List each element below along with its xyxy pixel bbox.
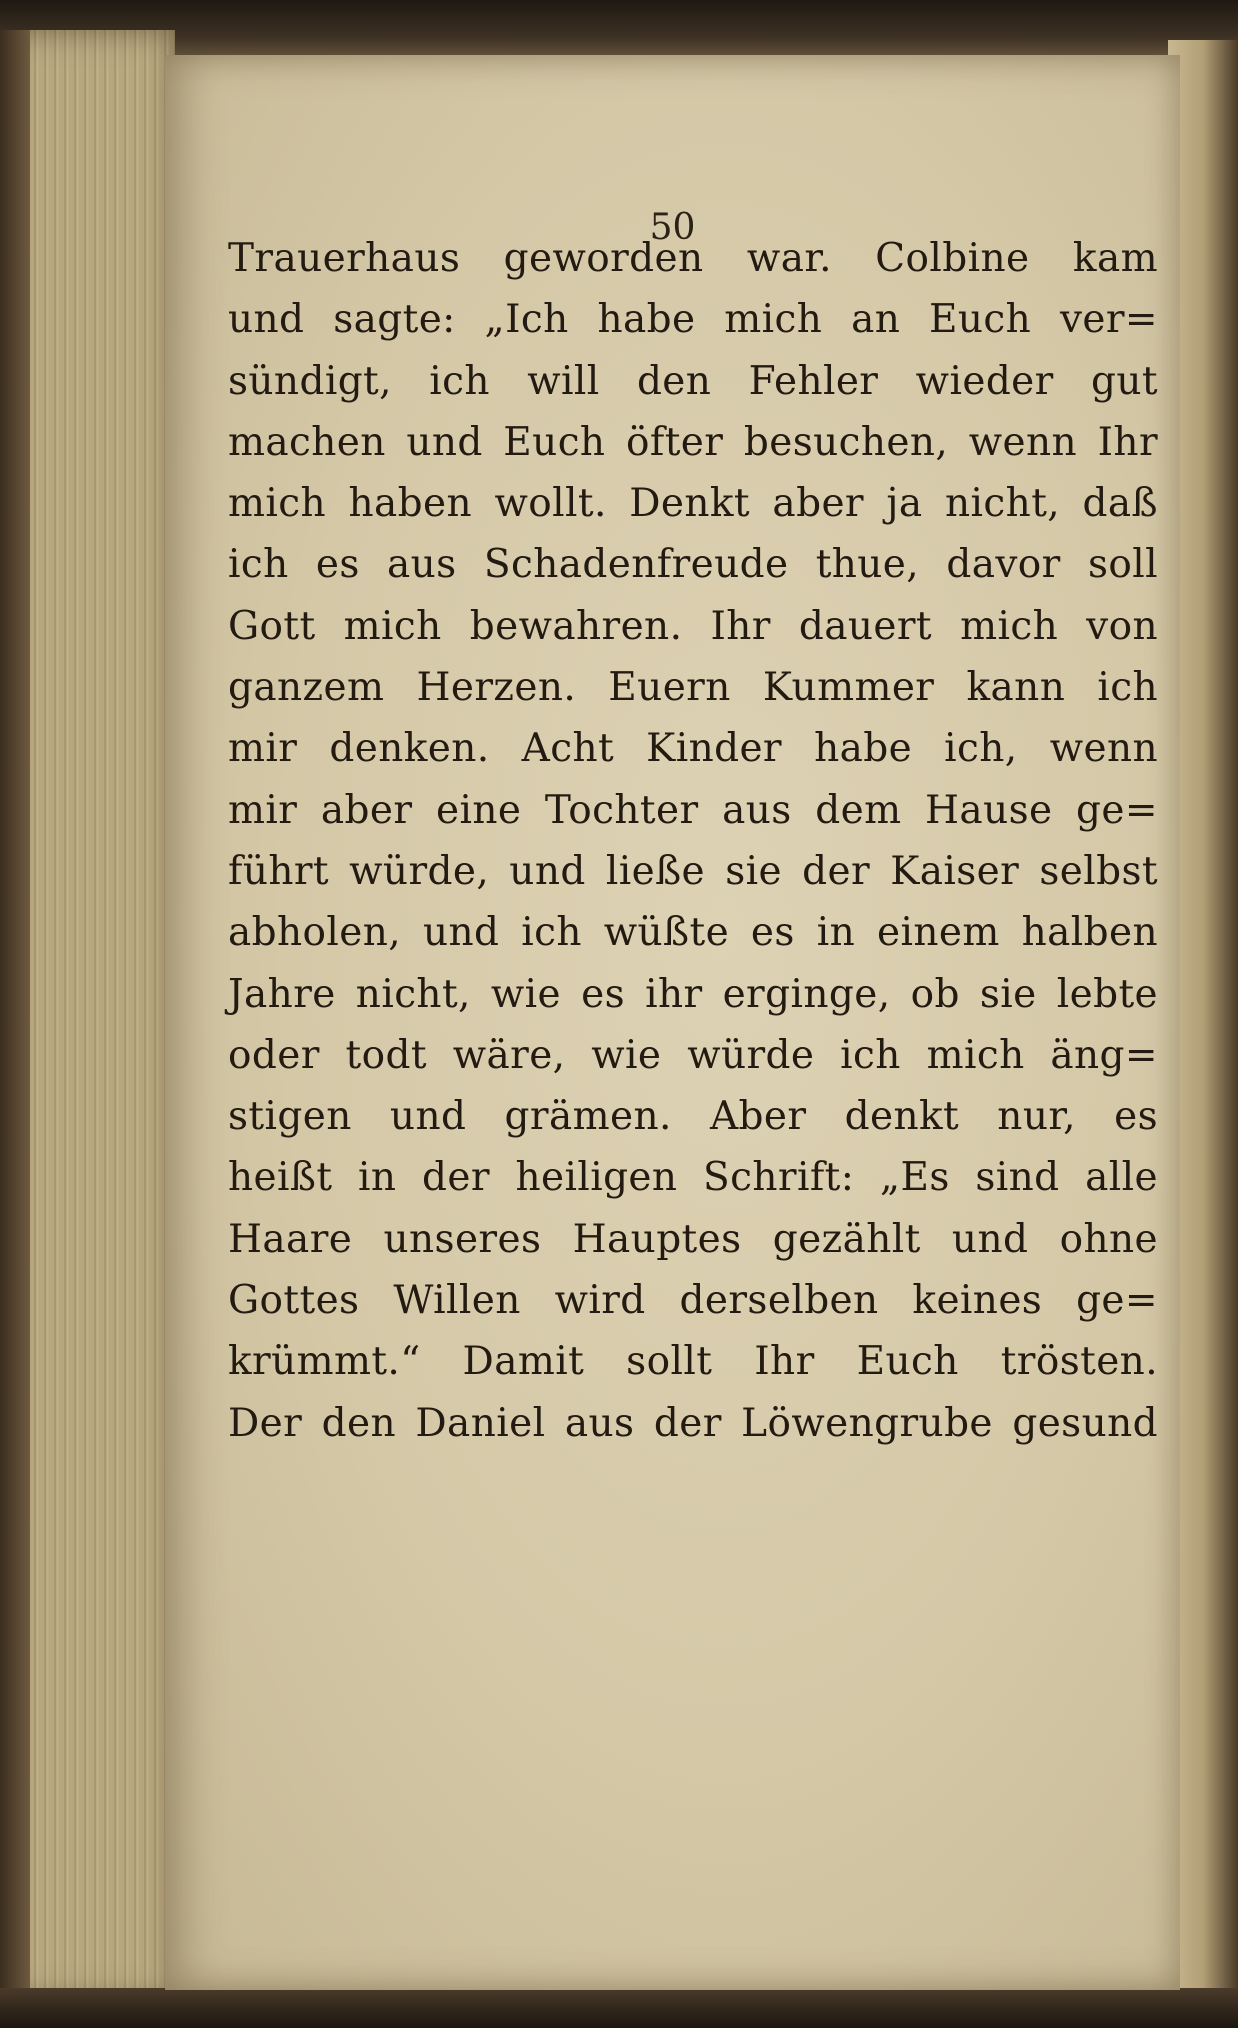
text-line: mich haben wollt. Denkt aber ja nicht, daß	[228, 481, 1158, 527]
text-line: Haare unseres Hauptes gezählt und ohne	[228, 1216, 1158, 1262]
text-line: Gottes Willen wird derselben keines ge=	[228, 1278, 1158, 1324]
text-line: Jahre nicht, wie es ihr erginge, ob sie lebte	[228, 971, 1158, 1017]
text-line: mir aber eine Tochter aus dem Hause ge=	[228, 787, 1158, 833]
text-line: heißt in der heiligen Schrift: „Es sind alle	[228, 1155, 1158, 1201]
text-line: führt würde, und ließe sie der Kaiser selbst	[228, 848, 1158, 894]
text-line: mir denken. Acht Kinder habe ich, wenn	[228, 726, 1158, 772]
text-line: sündigt, ich will den Fehler wieder gut	[228, 358, 1158, 404]
text-line: abholen, und ich wüßte es in einem halben	[228, 910, 1158, 956]
text-line: Der den Daniel aus der Löwengrube gesund	[228, 1400, 1158, 1446]
book-top-edge	[0, 0, 1238, 62]
book-bottom-edge	[0, 1988, 1238, 2028]
text-line: ganzem Herzen. Euern Kummer kann ich	[228, 665, 1158, 711]
page-text	[228, 228, 1158, 1454]
text-line: krümmt.“ Damit sollt Ihr Euch trösten.	[228, 1339, 1158, 1385]
page-number: 50	[649, 207, 696, 248]
text-line: ich es aus Schadenfreude thue, davor soll	[228, 542, 1158, 588]
text-line: Trauerhaus geworden war. Colbine kam	[228, 236, 1158, 281]
text-line: machen und Euch öfter besuchen, wenn Ihr	[228, 419, 1158, 465]
text-line: Gott mich bewahren. Ihr dauert mich von	[228, 603, 1158, 649]
text-line: oder todt wäre, wie würde ich mich äng=	[228, 1032, 1158, 1078]
text-line: und sagte: „Ich habe mich an Euch ver=	[228, 297, 1158, 343]
text-line: stigen und grämen. Aber denkt nur, es	[228, 1094, 1158, 1140]
book-cover-edge	[0, 30, 30, 2000]
